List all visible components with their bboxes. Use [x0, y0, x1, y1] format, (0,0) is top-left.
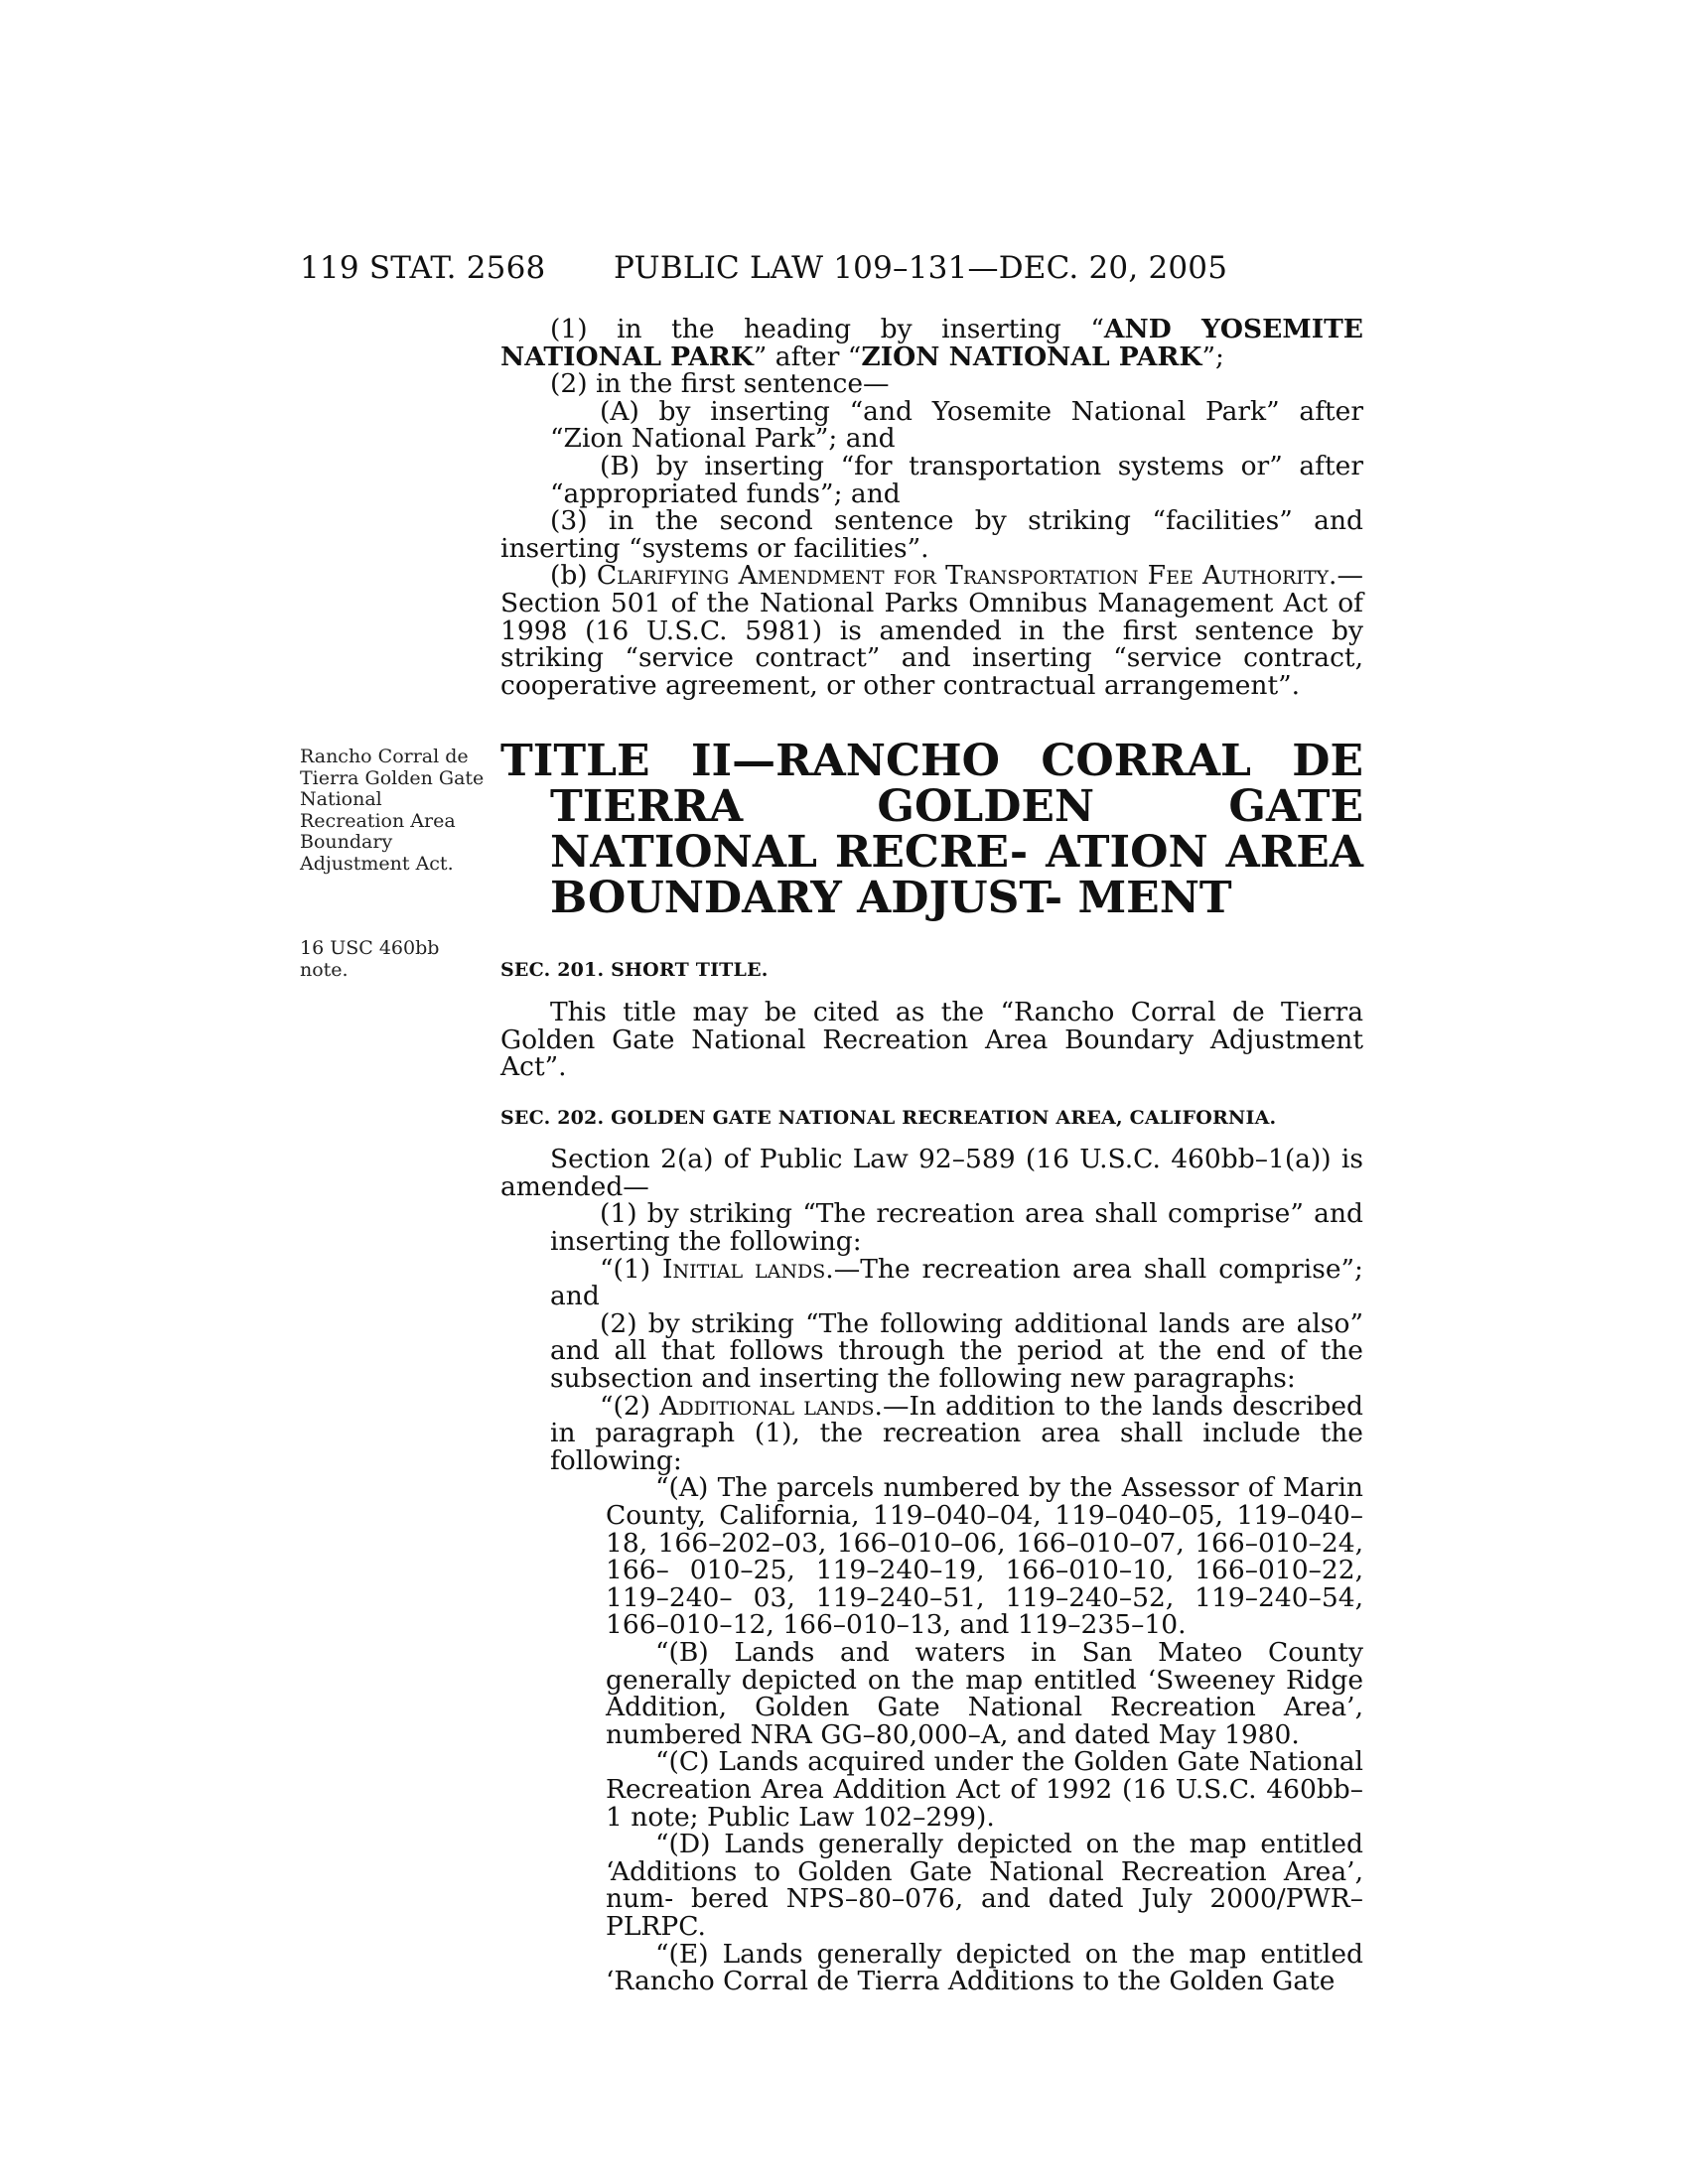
paragraph-12	[500, 1390, 1364, 1476]
paragraph-17: “(E) Lands generally depicted on the map entitled ‘Rancho Corral de Tierra Additions to the Golden Gate	[606, 1938, 1363, 1997]
text-span: .—Section 501 of the National Parks Omnibus Management Act of 1998 (16 U.S.C. 5981) is amended in the first sentence by striking “service contract” and inserting “service contract, cooperative agreement, or other contractual arrangement”.	[500, 560, 1363, 701]
paragraph-16: “(D) Lands generally depicted on the map entitled ‘Additions to Golden Gate National Recreation Area’, num- bered NPS–80–076, and dated July 2000/PWR–PLRPC.	[606, 1829, 1363, 1942]
text-span: “(2)	[600, 1390, 660, 1422]
text-span-bold: AND YOSEMITE NATIONAL PARK	[500, 314, 1364, 372]
text-span: ”;	[1201, 341, 1224, 372]
text-span: (1) in the heading by inserting “	[550, 314, 1104, 344]
paragraph-8: Section 2(a) of Public Law 92–589 (16 U.S.C. 460bb–1(a)) is amended—	[500, 1144, 1363, 1202]
section-201-heading: SEC. 201. SHORT TITLE.	[500, 959, 769, 982]
paragraph-13: “(A) The parcels numbered by the Assessor of Marin County, California, 119–040–04, 119–040–05, 119–040–18, 166–202–03, 166–010–06, 166–010–07, 166–010–24, 166– 010–25, 119–240–19, 166–010–10, 166–010–22, 119–240– 03, 119–240–51, 119–240–52, 119–240–54, 166–010–12, 166–010–13, and 119–235–10.	[606, 1472, 1363, 1641]
paragraph-10	[500, 1253, 1363, 1312]
paragraph-1	[500, 316, 1363, 370]
section-202-heading: SEC. 202. GOLDEN GATE NATIONAL RECREATION AREA, CALIFORNIA.	[500, 1106, 1277, 1129]
text-span-bold: ZION NATIONAL PARK	[861, 341, 1202, 372]
running-header: PUBLIC LAW 109–131—DEC. 20, 2005	[614, 250, 1228, 286]
paragraph-3: (A) by inserting “and Yosemite National Park” after “Zion National Park”; and	[550, 395, 1363, 455]
statute-page-number: 119 STAT. 2568	[300, 250, 546, 286]
margin-note-short-title: Rancho Corral de Tierra Golden Gate National Recreation Area Boundary Adjustment Act.	[300, 746, 485, 875]
text-span-smallcaps: Clarifying Amendment for Transportation Fee Authority	[596, 560, 1330, 592]
title-heading: TITLE II—RANCHO CORRAL DE TIERRA GOLDEN GATE NATIONAL RECRE- ATION AREA BOUNDARY ADJUST- MENT	[500, 736, 1363, 924]
margin-note-usc: 16 USC 460bb note.	[300, 937, 440, 981]
text-span-smallcaps: Additional lands	[659, 1390, 875, 1422]
text-span: ” after “	[753, 341, 862, 372]
paragraph-9: (1) by striking “The recreation area shall comprise” and inserting the following:	[550, 1198, 1363, 1258]
text-span: .—The recreation area shall comprise”; and	[550, 1253, 1363, 1312]
paragraph-6	[500, 562, 1363, 699]
paragraph-4: (B) by inserting “for transportation systems or” after “appropriated funds”; and	[550, 450, 1363, 509]
paragraph-14: “(B) Lands and waters in San Mateo County generally depicted on the map entitled ‘Sweeney Ridge Addition, Golden Gate National Recreation Area’, numbered NRA GG–80,000–A, and dated May 1980.	[606, 1636, 1363, 1750]
paragraph-15: “(C) Lands acquired under the Golden Gate National Recreation Area Addition Act of 1992 (16 U.S.C. 460bb– 1 note; Public Law 102–299).	[606, 1746, 1363, 1833]
text-span: (b)	[550, 560, 597, 592]
text-span-smallcaps: Initial lands	[662, 1253, 826, 1285]
text-span: .—In addition to the lands described in paragraph (1), the recreation area shall include the following:	[550, 1390, 1364, 1476]
document-body	[500, 316, 1363, 1995]
text-span: “(1)	[600, 1253, 663, 1285]
paragraph-2: (2) in the first sentence—	[550, 368, 890, 400]
paragraph-5: (3) in the second sentence by striking “facilities” and inserting “systems or facilities”.	[500, 505, 1363, 564]
paragraph-7: This title may be cited as the “Rancho Corral de Tierra Golden Gate National Recreation Area Boundary Adjustment Act”.	[500, 996, 1363, 1083]
paragraph-11: (2) by striking “The following additional lands are also” and all that follows through the period at the end of the subsection and inserting the following new paragraphs:	[550, 1307, 1363, 1395]
